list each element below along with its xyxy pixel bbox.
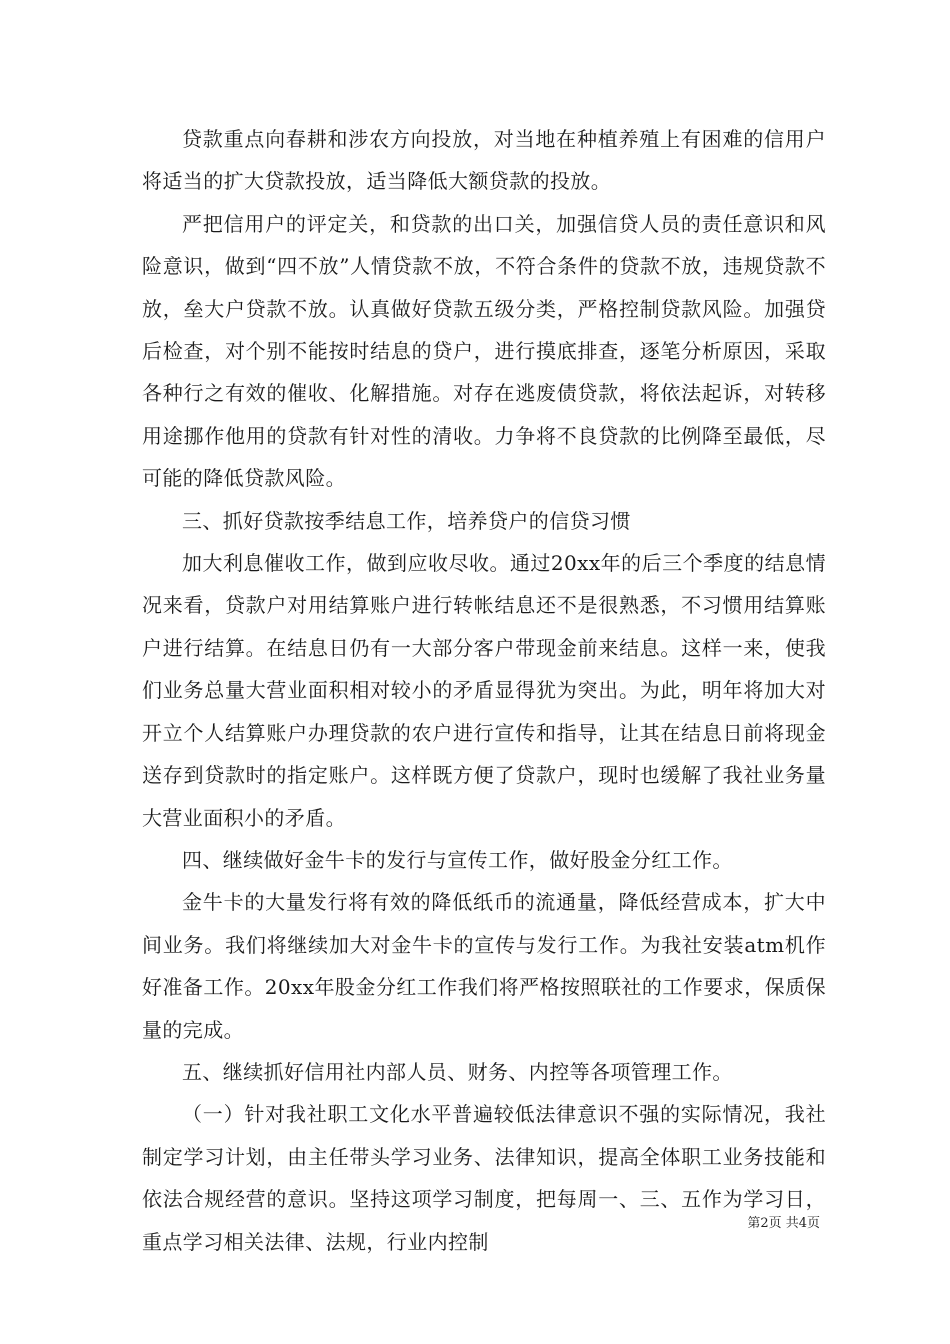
paragraph-loan-allocation: 贷款重点向春耕和涉农方向投放，对当地在种植养殖上有困难的信用户将适当的扩大贷款投放，适当降低大额贷款的投放。 — [142, 127, 826, 194]
section-heading-5: 五、继续抓好信用社内部人员、财务、内控等各项管理工作。 — [182, 1059, 733, 1084]
paragraph-staff-training: （一）针对我社职工文化水平普遍较低法律意识不强的实际情况，我社制定学习计划，由主任带头学习业务、法律知识，提高全体职工业务技能和依法合规经营的意识。坚持这项学习制度，把每周一、三、五作为学习日，重点学习相关法律、法规，行业内控制 — [142, 1102, 826, 1254]
section-heading-3: 三、抓好贷款按季结息工作，培养贷户的信贷习惯 — [182, 508, 631, 533]
paragraph-golden-bull-card: 金牛卡的大量发行将有效的降低纸币的流通量，降低经营成本，扩大中间业务。我们将继续加大对金牛卡的宣传与发行工作。为我社安装atm机作好准备工作。20xx年股金分红工作我们将严格按照联社的工作要求，保质保量的完成。 — [142, 890, 826, 1042]
section-heading-4: 四、继续做好金牛卡的发行与宣传工作，做好股金分红工作。 — [182, 847, 733, 872]
page-number-footer: 第2页 共4页 — [747, 1216, 820, 1231]
paragraph-credit-risk-control: 严把信用户的评定关，和贷款的出口关，加强信贷人员的责任意识和风险意识，做到“四不放”人情贷款不放，不符合条件的贷款不放，违规贷款不放，垒大户贷款不放。认真做好贷款五级分类，严格控制贷款风险。加强贷后检查，对个别不能按时结息的贷户，进行摸底排查，逐笔分析原因，采取各种行之有效的催收、化解措施。对存在逃废债贷款，将依法起诉，对转移用途挪作他用的贷款有针对性的清收。力争将不良贷款的比例降至最低，尽可能的降低贷款风险。 — [142, 211, 826, 491]
body-text — [142, 118, 826, 1263]
paragraph-interest-collection: 加大利息催收工作，做到应收尽收。通过20xx年的后三个季度的结息情况来看，贷款户对用结算账户进行转帐结息还不是很熟悉，不习惯用结算账户进行结算。在结息日仍有一大部分客户带现金前来结息。这样一来，使我们业务总量大营业面积相对较小的矛盾显得犹为突出。为此，明年将加大对开立个人结算账户办理贷款的农户进行宣传和指导，让其在结息日前将现金送存到贷款时的指定账户。这样既方便了贷款户，现时也缓解了我社业务量大营业面积小的矛盾。 — [142, 551, 826, 830]
